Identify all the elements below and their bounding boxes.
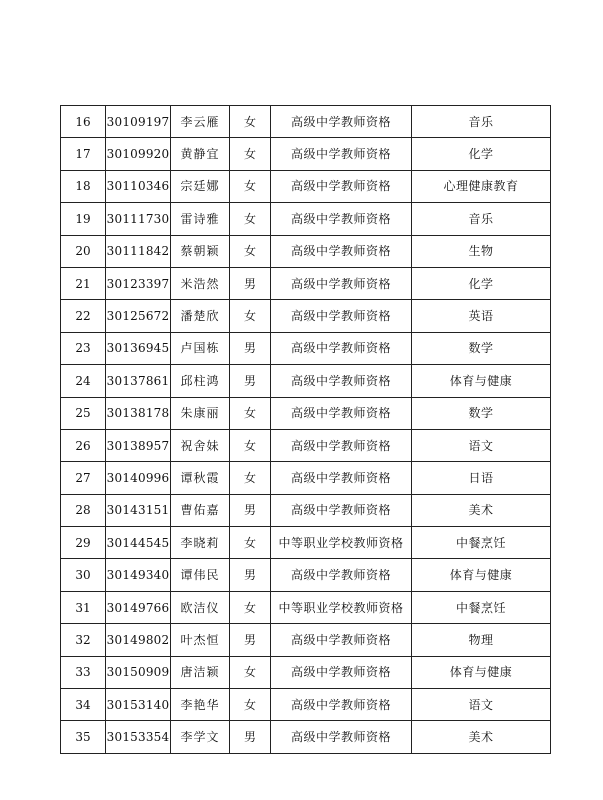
subject-cell: 美术 bbox=[412, 494, 551, 526]
row-number-cell: 30 bbox=[61, 559, 106, 591]
qualification-type-cell: 高级中学教师资格 bbox=[271, 332, 412, 364]
candidate-id-cell: 30153140 bbox=[106, 689, 171, 721]
candidate-id-cell: 30137861 bbox=[106, 365, 171, 397]
candidate-name-cell: 李云雁 bbox=[171, 106, 230, 138]
gender-cell: 女 bbox=[230, 689, 271, 721]
row-number-cell: 16 bbox=[61, 106, 106, 138]
candidate-name-cell: 朱康丽 bbox=[171, 397, 230, 429]
table-row bbox=[61, 138, 551, 170]
candidate-name-cell: 李艳华 bbox=[171, 689, 230, 721]
gender-cell: 女 bbox=[230, 429, 271, 461]
candidate-id-cell: 30136945 bbox=[106, 332, 171, 364]
candidate-name-cell: 唐洁颖 bbox=[171, 656, 230, 688]
row-number-cell: 17 bbox=[61, 138, 106, 170]
qualification-type-cell: 高级中学教师资格 bbox=[271, 300, 412, 332]
gender-cell: 男 bbox=[230, 624, 271, 656]
table-row bbox=[61, 559, 551, 591]
subject-cell: 化学 bbox=[412, 138, 551, 170]
qualification-type-cell: 高级中学教师资格 bbox=[271, 138, 412, 170]
table-row bbox=[61, 494, 551, 526]
candidate-name-cell: 谭伟民 bbox=[171, 559, 230, 591]
table-row bbox=[61, 429, 551, 461]
candidate-id-cell: 30125672 bbox=[106, 300, 171, 332]
qualification-type-cell: 高级中学教师资格 bbox=[271, 170, 412, 202]
subject-cell: 体育与健康 bbox=[412, 656, 551, 688]
candidate-id-cell: 30144545 bbox=[106, 527, 171, 559]
subject-cell: 美术 bbox=[412, 721, 551, 753]
gender-cell: 女 bbox=[230, 656, 271, 688]
table-row bbox=[61, 235, 551, 267]
subject-cell: 化学 bbox=[412, 267, 551, 299]
table-row bbox=[61, 656, 551, 688]
row-number-cell: 20 bbox=[61, 235, 106, 267]
qualification-type-cell: 高级中学教师资格 bbox=[271, 462, 412, 494]
candidate-name-cell: 欧洁仪 bbox=[171, 591, 230, 623]
subject-cell: 语文 bbox=[412, 689, 551, 721]
gender-cell: 女 bbox=[230, 235, 271, 267]
table-row bbox=[61, 203, 551, 235]
qualification-type-cell: 高级中学教师资格 bbox=[271, 397, 412, 429]
row-number-cell: 34 bbox=[61, 689, 106, 721]
row-number-cell: 26 bbox=[61, 429, 106, 461]
gender-cell: 女 bbox=[230, 591, 271, 623]
candidate-name-cell: 潘楚欣 bbox=[171, 300, 230, 332]
gender-cell: 女 bbox=[230, 397, 271, 429]
gender-cell: 男 bbox=[230, 494, 271, 526]
qualification-type-cell: 高级中学教师资格 bbox=[271, 656, 412, 688]
candidate-name-cell: 蔡朝颖 bbox=[171, 235, 230, 267]
subject-cell: 日语 bbox=[412, 462, 551, 494]
qualification-type-cell: 高级中学教师资格 bbox=[271, 429, 412, 461]
row-number-cell: 35 bbox=[61, 721, 106, 753]
table-row bbox=[61, 591, 551, 623]
table-row bbox=[61, 267, 551, 299]
table-row bbox=[61, 624, 551, 656]
candidate-id-cell: 30153354 bbox=[106, 721, 171, 753]
candidate-id-cell: 30140996 bbox=[106, 462, 171, 494]
qualification-type-cell: 高级中学教师资格 bbox=[271, 494, 412, 526]
row-number-cell: 29 bbox=[61, 527, 106, 559]
candidate-name-cell: 米浩然 bbox=[171, 267, 230, 299]
qualification-type-cell: 高级中学教师资格 bbox=[271, 559, 412, 591]
candidate-id-cell: 30123397 bbox=[106, 267, 171, 299]
gender-cell: 男 bbox=[230, 559, 271, 591]
candidate-id-cell: 30138178 bbox=[106, 397, 171, 429]
gender-cell: 女 bbox=[230, 106, 271, 138]
candidate-id-cell: 30150909 bbox=[106, 656, 171, 688]
subject-cell: 语文 bbox=[412, 429, 551, 461]
gender-cell: 女 bbox=[230, 300, 271, 332]
subject-cell: 中餐烹饪 bbox=[412, 591, 551, 623]
table-row bbox=[61, 462, 551, 494]
gender-cell: 男 bbox=[230, 267, 271, 299]
row-number-cell: 19 bbox=[61, 203, 106, 235]
candidate-id-cell: 30143151 bbox=[106, 494, 171, 526]
table-row bbox=[61, 721, 551, 753]
subject-cell: 体育与健康 bbox=[412, 559, 551, 591]
table-body bbox=[61, 106, 551, 754]
candidate-name-cell: 宗廷娜 bbox=[171, 170, 230, 202]
qualification-type-cell: 高级中学教师资格 bbox=[271, 624, 412, 656]
subject-cell: 音乐 bbox=[412, 203, 551, 235]
qualification-type-cell: 高级中学教师资格 bbox=[271, 235, 412, 267]
candidate-id-cell: 30149802 bbox=[106, 624, 171, 656]
candidate-name-cell: 李学文 bbox=[171, 721, 230, 753]
candidate-name-cell: 叶杰恒 bbox=[171, 624, 230, 656]
row-number-cell: 23 bbox=[61, 332, 106, 364]
gender-cell: 女 bbox=[230, 527, 271, 559]
candidate-id-cell: 30111842 bbox=[106, 235, 171, 267]
candidate-name-cell: 雷诗雅 bbox=[171, 203, 230, 235]
gender-cell: 男 bbox=[230, 332, 271, 364]
teacher-qualification-table bbox=[60, 105, 551, 754]
row-number-cell: 18 bbox=[61, 170, 106, 202]
gender-cell: 男 bbox=[230, 365, 271, 397]
candidate-name-cell: 邱柱鸿 bbox=[171, 365, 230, 397]
gender-cell: 女 bbox=[230, 170, 271, 202]
qualification-type-cell: 高级中学教师资格 bbox=[271, 689, 412, 721]
candidate-name-cell: 黄静宜 bbox=[171, 138, 230, 170]
table-row bbox=[61, 527, 551, 559]
candidate-id-cell: 30138957 bbox=[106, 429, 171, 461]
row-number-cell: 21 bbox=[61, 267, 106, 299]
table-row bbox=[61, 170, 551, 202]
row-number-cell: 28 bbox=[61, 494, 106, 526]
row-number-cell: 24 bbox=[61, 365, 106, 397]
subject-cell: 体育与健康 bbox=[412, 365, 551, 397]
candidate-name-cell: 卢国栋 bbox=[171, 332, 230, 364]
table-row bbox=[61, 106, 551, 138]
table-row bbox=[61, 397, 551, 429]
row-number-cell: 27 bbox=[61, 462, 106, 494]
candidate-id-cell: 30109197 bbox=[106, 106, 171, 138]
candidate-id-cell: 30149766 bbox=[106, 591, 171, 623]
row-number-cell: 22 bbox=[61, 300, 106, 332]
candidate-name-cell: 李晓莉 bbox=[171, 527, 230, 559]
candidate-name-cell: 曹佑嘉 bbox=[171, 494, 230, 526]
candidate-id-cell: 30110346 bbox=[106, 170, 171, 202]
candidate-name-cell: 谭秋霞 bbox=[171, 462, 230, 494]
candidate-id-cell: 30109920 bbox=[106, 138, 171, 170]
qualification-type-cell: 高级中学教师资格 bbox=[271, 267, 412, 299]
qualification-type-cell: 高级中学教师资格 bbox=[271, 721, 412, 753]
table-row bbox=[61, 300, 551, 332]
qualification-type-cell: 中等职业学校教师资格 bbox=[271, 527, 412, 559]
table-row bbox=[61, 365, 551, 397]
gender-cell: 男 bbox=[230, 721, 271, 753]
subject-cell: 音乐 bbox=[412, 106, 551, 138]
subject-cell: 生物 bbox=[412, 235, 551, 267]
row-number-cell: 33 bbox=[61, 656, 106, 688]
subject-cell: 中餐烹饪 bbox=[412, 527, 551, 559]
subject-cell: 数学 bbox=[412, 332, 551, 364]
candidate-id-cell: 30111730 bbox=[106, 203, 171, 235]
gender-cell: 女 bbox=[230, 203, 271, 235]
row-number-cell: 32 bbox=[61, 624, 106, 656]
row-number-cell: 25 bbox=[61, 397, 106, 429]
table-row bbox=[61, 332, 551, 364]
qualification-type-cell: 高级中学教师资格 bbox=[271, 365, 412, 397]
gender-cell: 女 bbox=[230, 138, 271, 170]
qualification-type-cell: 高级中学教师资格 bbox=[271, 203, 412, 235]
candidate-id-cell: 30149340 bbox=[106, 559, 171, 591]
qualification-type-cell: 高级中学教师资格 bbox=[271, 106, 412, 138]
subject-cell: 物理 bbox=[412, 624, 551, 656]
subject-cell: 心理健康教育 bbox=[412, 170, 551, 202]
table-row bbox=[61, 689, 551, 721]
qualification-type-cell: 中等职业学校教师资格 bbox=[271, 591, 412, 623]
subject-cell: 英语 bbox=[412, 300, 551, 332]
gender-cell: 女 bbox=[230, 462, 271, 494]
candidate-name-cell: 祝舍妹 bbox=[171, 429, 230, 461]
subject-cell: 数学 bbox=[412, 397, 551, 429]
row-number-cell: 31 bbox=[61, 591, 106, 623]
